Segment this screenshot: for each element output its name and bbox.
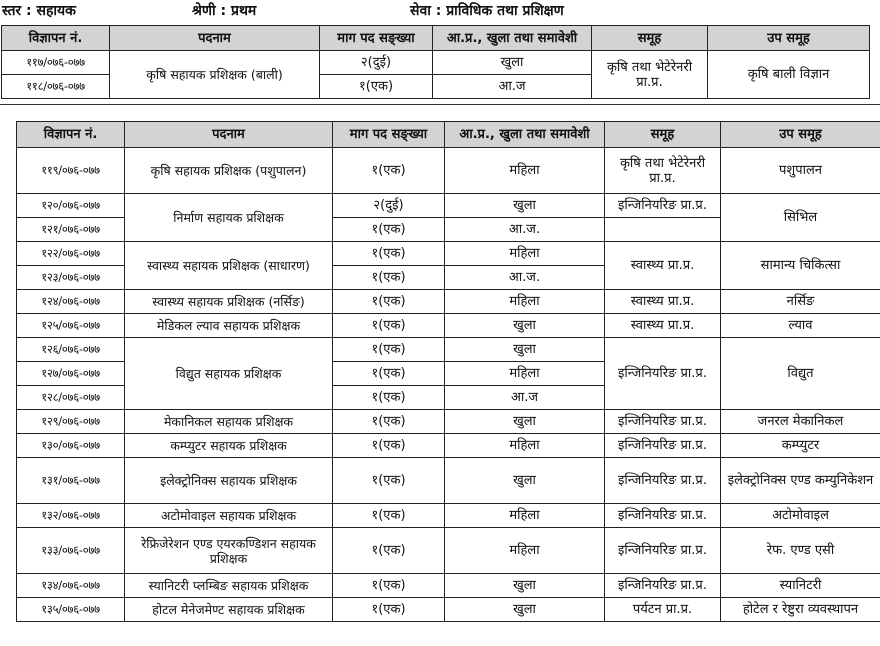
col-header-adno: विज्ञापन नं. bbox=[17, 122, 125, 148]
post-name: स्वास्थ्य सहायक प्रशिक्षक (साधारण) bbox=[125, 242, 333, 290]
subgroup: स्यानिटरी bbox=[721, 574, 880, 598]
table-row bbox=[17, 242, 880, 266]
post-count: १(एक) bbox=[333, 148, 445, 194]
ad-number: १२२/०७६-०७७ bbox=[17, 242, 125, 266]
post-count: १(एक) bbox=[333, 386, 445, 410]
quota-type: महिला bbox=[445, 434, 605, 458]
subgroup: ल्याव bbox=[721, 314, 880, 338]
post-count: १(एक) bbox=[333, 504, 445, 528]
post-name: कृषि सहायक प्रशिक्षक (बाली) bbox=[110, 51, 320, 99]
ad-number: १३३/०७६-०७७ bbox=[17, 528, 125, 574]
post-name: कृषि सहायक प्रशिक्षक (पशुपालन) bbox=[125, 148, 333, 194]
quota-type: खुला bbox=[445, 338, 605, 362]
post-count: १(एक) bbox=[333, 314, 445, 338]
group: कृषि तथा भेटेरेनरी प्रा.प्र. bbox=[592, 51, 708, 99]
ad-number: १२७/०७६-०७७ bbox=[17, 362, 125, 386]
ad-number: १२५/०७६-०७७ bbox=[17, 314, 125, 338]
col-header-subgroup: उप समूह bbox=[721, 122, 880, 148]
post-name: कम्प्युटर सहायक प्रशिक्षक bbox=[125, 434, 333, 458]
col-header-post: पदनाम bbox=[110, 26, 320, 51]
col-header-subgroup: उप समूह bbox=[708, 26, 870, 51]
ad-number: १२०/०७६-०७७ bbox=[17, 194, 125, 218]
col-header-type: आ.प्र., खुला तथा समावेशी bbox=[433, 26, 592, 51]
post-count: १(एक) bbox=[333, 266, 445, 290]
quota-type: खुला bbox=[445, 598, 605, 622]
group: इन्जिनियरिङ प्रा.प्र. bbox=[605, 434, 721, 458]
quota-type: खुला bbox=[445, 574, 605, 598]
post-name: रेफ्रिजेरेशन एण्ड एयरकण्डिशन सहायक प्रशिक्षक bbox=[125, 528, 333, 574]
group: पर्यटन प्रा.प्र. bbox=[605, 598, 721, 622]
subgroup: नर्सिङ bbox=[721, 290, 880, 314]
quota-type: महिला bbox=[445, 242, 605, 266]
col-header-count: माग पद सङ्ख्या bbox=[333, 122, 445, 148]
subgroup: कम्प्युटर bbox=[721, 434, 880, 458]
subgroup: अटोमोवाइल bbox=[721, 504, 880, 528]
group: इन्जिनियरिङ प्रा.प्र. bbox=[605, 528, 721, 574]
table-row bbox=[17, 314, 880, 338]
quota-type: महिला bbox=[445, 290, 605, 314]
post-count: १(एक) bbox=[333, 242, 445, 266]
subgroup: विद्युत bbox=[721, 338, 880, 410]
quota-type: आ.ज. bbox=[445, 218, 605, 242]
quota-type: आ.ज. bbox=[445, 266, 605, 290]
ad-number: १२८/०७६-०७७ bbox=[17, 386, 125, 410]
quota-type: खुला bbox=[445, 410, 605, 434]
table-row bbox=[17, 574, 880, 598]
ad-number: १३१/०७६-०७७ bbox=[17, 458, 125, 504]
quota-type: महिला bbox=[445, 362, 605, 386]
ad-number: १३५/०७६-०७७ bbox=[17, 598, 125, 622]
quota-type: खुला bbox=[445, 314, 605, 338]
table-row bbox=[17, 410, 880, 434]
table-row bbox=[17, 290, 880, 314]
post-count: १(एक) bbox=[333, 458, 445, 504]
ad-number: ११७/०७६-०७७ bbox=[2, 51, 110, 75]
group-empty bbox=[605, 218, 721, 242]
col-header-group: समूह bbox=[605, 122, 721, 148]
post-count: १(एक) bbox=[333, 290, 445, 314]
group: इन्जिनियरिङ प्रा.प्र. bbox=[605, 504, 721, 528]
quota-type: महिला bbox=[445, 504, 605, 528]
table-row bbox=[17, 338, 880, 362]
post-count: १(एक) bbox=[333, 218, 445, 242]
post-count: १(एक) bbox=[333, 598, 445, 622]
ad-number: ११८/०७६-०७७ bbox=[2, 75, 110, 99]
post-count: १(एक) bbox=[333, 410, 445, 434]
level-label: स्तर : सहायक bbox=[2, 3, 76, 19]
subgroup: जनरल मेकानिकल bbox=[721, 410, 880, 434]
post-name: अटोमोवाइल सहायक प्रशिक्षक bbox=[125, 504, 333, 528]
ad-number: १२९/०७६-०७७ bbox=[17, 410, 125, 434]
subgroup: पशुपालन bbox=[721, 148, 880, 194]
subgroup: सिभिल bbox=[721, 194, 880, 242]
quota-type: आ.ज bbox=[445, 386, 605, 410]
quota-type: खुला bbox=[445, 458, 605, 504]
post-name: स्यानिटरी प्लम्बिङ सहायक प्रशिक्षक bbox=[125, 574, 333, 598]
quota-type: महिला bbox=[445, 528, 605, 574]
col-header-group: समूह bbox=[592, 26, 708, 51]
table-row bbox=[17, 504, 880, 528]
post-count: १(एक) bbox=[333, 362, 445, 386]
ad-number: १२१/०७६-०७७ bbox=[17, 218, 125, 242]
subgroup: इलेक्ट्रोनिक्स एण्ड कम्युनिकेशन bbox=[721, 458, 880, 504]
section-divider bbox=[0, 104, 880, 105]
table-row bbox=[17, 148, 880, 194]
ad-number: १२३/०७६-०७७ bbox=[17, 266, 125, 290]
quota-type: खुला bbox=[433, 51, 592, 75]
post-count: २(दुई) bbox=[320, 51, 433, 75]
ad-number: १३४/०७६-०७७ bbox=[17, 574, 125, 598]
category-label: श्रेणी : प्रथम bbox=[192, 3, 257, 19]
col-header-type: आ.प्र., खुला तथा समावेशी bbox=[445, 122, 605, 148]
post-name: इलेक्ट्रोनिक्स सहायक प्रशिक्षक bbox=[125, 458, 333, 504]
subgroup: सामान्य चिकित्सा bbox=[721, 242, 880, 290]
ad-number: १२४/०७६-०७७ bbox=[17, 290, 125, 314]
ad-number: १२६/०७६-०७७ bbox=[17, 338, 125, 362]
post-name: स्वास्थ्य सहायक प्रशिक्षक (नर्सिङ) bbox=[125, 290, 333, 314]
post-name: निर्माण सहायक प्रशिक्षक bbox=[125, 194, 333, 242]
col-header-adno: विज्ञापन नं. bbox=[2, 26, 110, 51]
table-header-row bbox=[17, 122, 880, 148]
group: स्वास्थ्य प्रा.प्र. bbox=[605, 242, 721, 290]
ad-number: १३२/०७६-०७७ bbox=[17, 504, 125, 528]
table-row bbox=[17, 434, 880, 458]
group: स्वास्थ्य प्रा.प्र. bbox=[605, 314, 721, 338]
col-header-post: पदनाम bbox=[125, 122, 333, 148]
group: इन्जिनियरिङ प्रा.प्र. bbox=[605, 574, 721, 598]
subgroup: होटेल र रेष्टुरा व्यवस्थापन bbox=[721, 598, 880, 622]
post-name: विद्युत सहायक प्रशिक्षक bbox=[125, 338, 333, 410]
service-label: सेवा : प्राविधिक तथा प्रशिक्षण bbox=[410, 3, 564, 19]
vacancy-table bbox=[16, 121, 880, 622]
post-name: होटल मेनेजमेण्ट सहायक प्रशिक्षक bbox=[125, 598, 333, 622]
table-row bbox=[17, 528, 880, 574]
ad-number: १३०/०७६-०७७ bbox=[17, 434, 125, 458]
post-name: मेकानिकल सहायक प्रशिक्षक bbox=[125, 410, 333, 434]
post-count: १(एक) bbox=[320, 75, 433, 99]
post-count: १(एक) bbox=[333, 574, 445, 598]
group: कृषि तथा भेटेरेनरी प्रा.प्र. bbox=[605, 148, 721, 194]
table-row bbox=[17, 194, 880, 218]
group: स्वास्थ्य प्रा.प्र. bbox=[605, 290, 721, 314]
col-header-count: माग पद सङ्ख्या bbox=[320, 26, 433, 51]
subgroup: कृषि बाली विज्ञान bbox=[708, 51, 870, 99]
post-count: १(एक) bbox=[333, 528, 445, 574]
group: इन्जिनियरिङ प्रा.प्र. bbox=[605, 338, 721, 410]
post-name: मेडिकल ल्याव सहायक प्रशिक्षक bbox=[125, 314, 333, 338]
post-count: २(दुई) bbox=[333, 194, 445, 218]
vacancy-table-crop bbox=[1, 25, 870, 99]
group: इन्जिनियरिङ प्रा.प्र. bbox=[605, 458, 721, 504]
post-count: १(एक) bbox=[333, 434, 445, 458]
table-row bbox=[17, 458, 880, 504]
table-row bbox=[2, 51, 870, 75]
group: इन्जिनियरिङ प्रा.प्र. bbox=[605, 194, 721, 218]
ad-number: ११९/०७६-०७७ bbox=[17, 148, 125, 194]
subgroup: रेफ. एण्ड एसी bbox=[721, 528, 880, 574]
quota-type: आ.ज bbox=[433, 75, 592, 99]
table-header-row bbox=[2, 26, 870, 51]
quota-type: महिला bbox=[445, 148, 605, 194]
table-row bbox=[17, 598, 880, 622]
group: इन्जिनियरिङ प्रा.प्र. bbox=[605, 410, 721, 434]
quota-type: खुला bbox=[445, 194, 605, 218]
post-count: १(एक) bbox=[333, 338, 445, 362]
